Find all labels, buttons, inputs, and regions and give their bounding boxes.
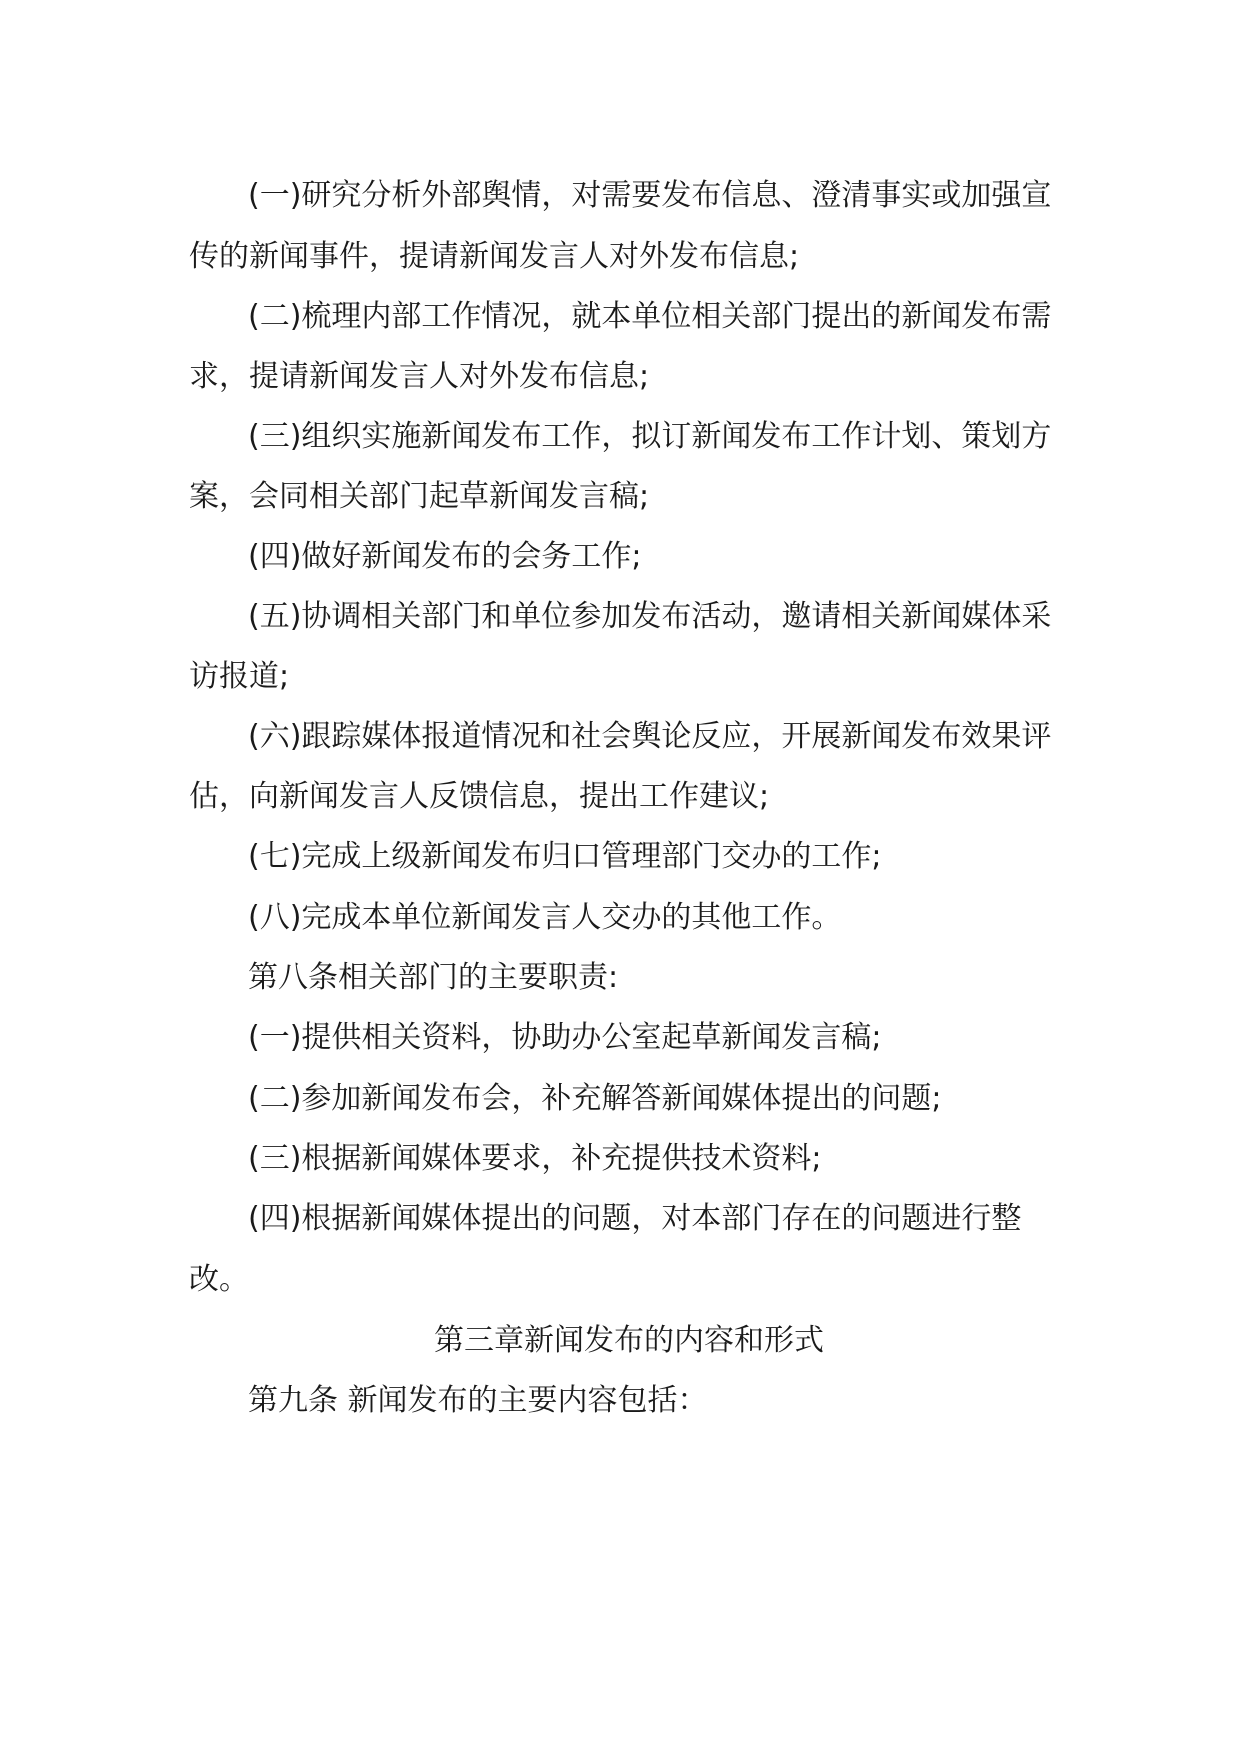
paragraph-line: 求，提请新闻发言人对外发布信息;: [189, 359, 650, 394]
paragraph-line: 传的新闻事件，提请新闻发言人对外发布信息;: [189, 239, 800, 274]
chapter-heading: 第三章新闻发布的内容和形式: [434, 1323, 824, 1358]
paragraph-line: (二)梳理内部工作情况，就本单位相关部门提出的新闻发布需: [248, 299, 1052, 334]
paragraph-line: 访报道;: [189, 659, 290, 694]
paragraph-line: (一)提供相关资料，协助办公室起草新闻发言稿;: [248, 1020, 882, 1055]
paragraph-line: (七)完成上级新闻发布归口管理部门交办的工作;: [248, 839, 882, 874]
paragraph-line: (八)完成本单位新闻发言人交办的其他工作。: [248, 900, 842, 935]
paragraph-line: (一)研究分析外部舆情，对需要发布信息、澄清事实或加强宣: [248, 178, 1052, 213]
document-page: [189, 0, 1052, 1754]
paragraph-line: (五)协调相关部门和单位参加发布活动，邀请相关新闻媒体采: [248, 599, 1052, 634]
paragraph-line: 案，会同相关部门起草新闻发言稿;: [189, 479, 650, 514]
paragraph-line: (四)根据新闻媒体提出的问题，对本部门存在的问题进行整: [248, 1201, 1022, 1236]
paragraph-line: (三)根据新闻媒体要求，补充提供技术资料;: [248, 1141, 822, 1176]
paragraph-line: (三)组织实施新闻发布工作，拟订新闻发布工作计划、策划方: [248, 419, 1052, 454]
article-heading: 第八条相关部门的主要职责:: [248, 960, 619, 995]
article-heading: 第九条 新闻发布的主要内容包括：: [248, 1383, 708, 1418]
paragraph-line: 估，向新闻发言人反馈信息，提出工作建议;: [189, 779, 770, 814]
paragraph-line: (二)参加新闻发布会，补充解答新闻媒体提出的问题;: [248, 1081, 942, 1116]
paragraph-line: (四)做好新闻发布的会务工作;: [248, 539, 642, 574]
paragraph-line: (六)跟踪媒体报道情况和社会舆论反应，开展新闻发布效果评: [248, 719, 1052, 754]
paragraph-line: 改。: [189, 1262, 249, 1297]
